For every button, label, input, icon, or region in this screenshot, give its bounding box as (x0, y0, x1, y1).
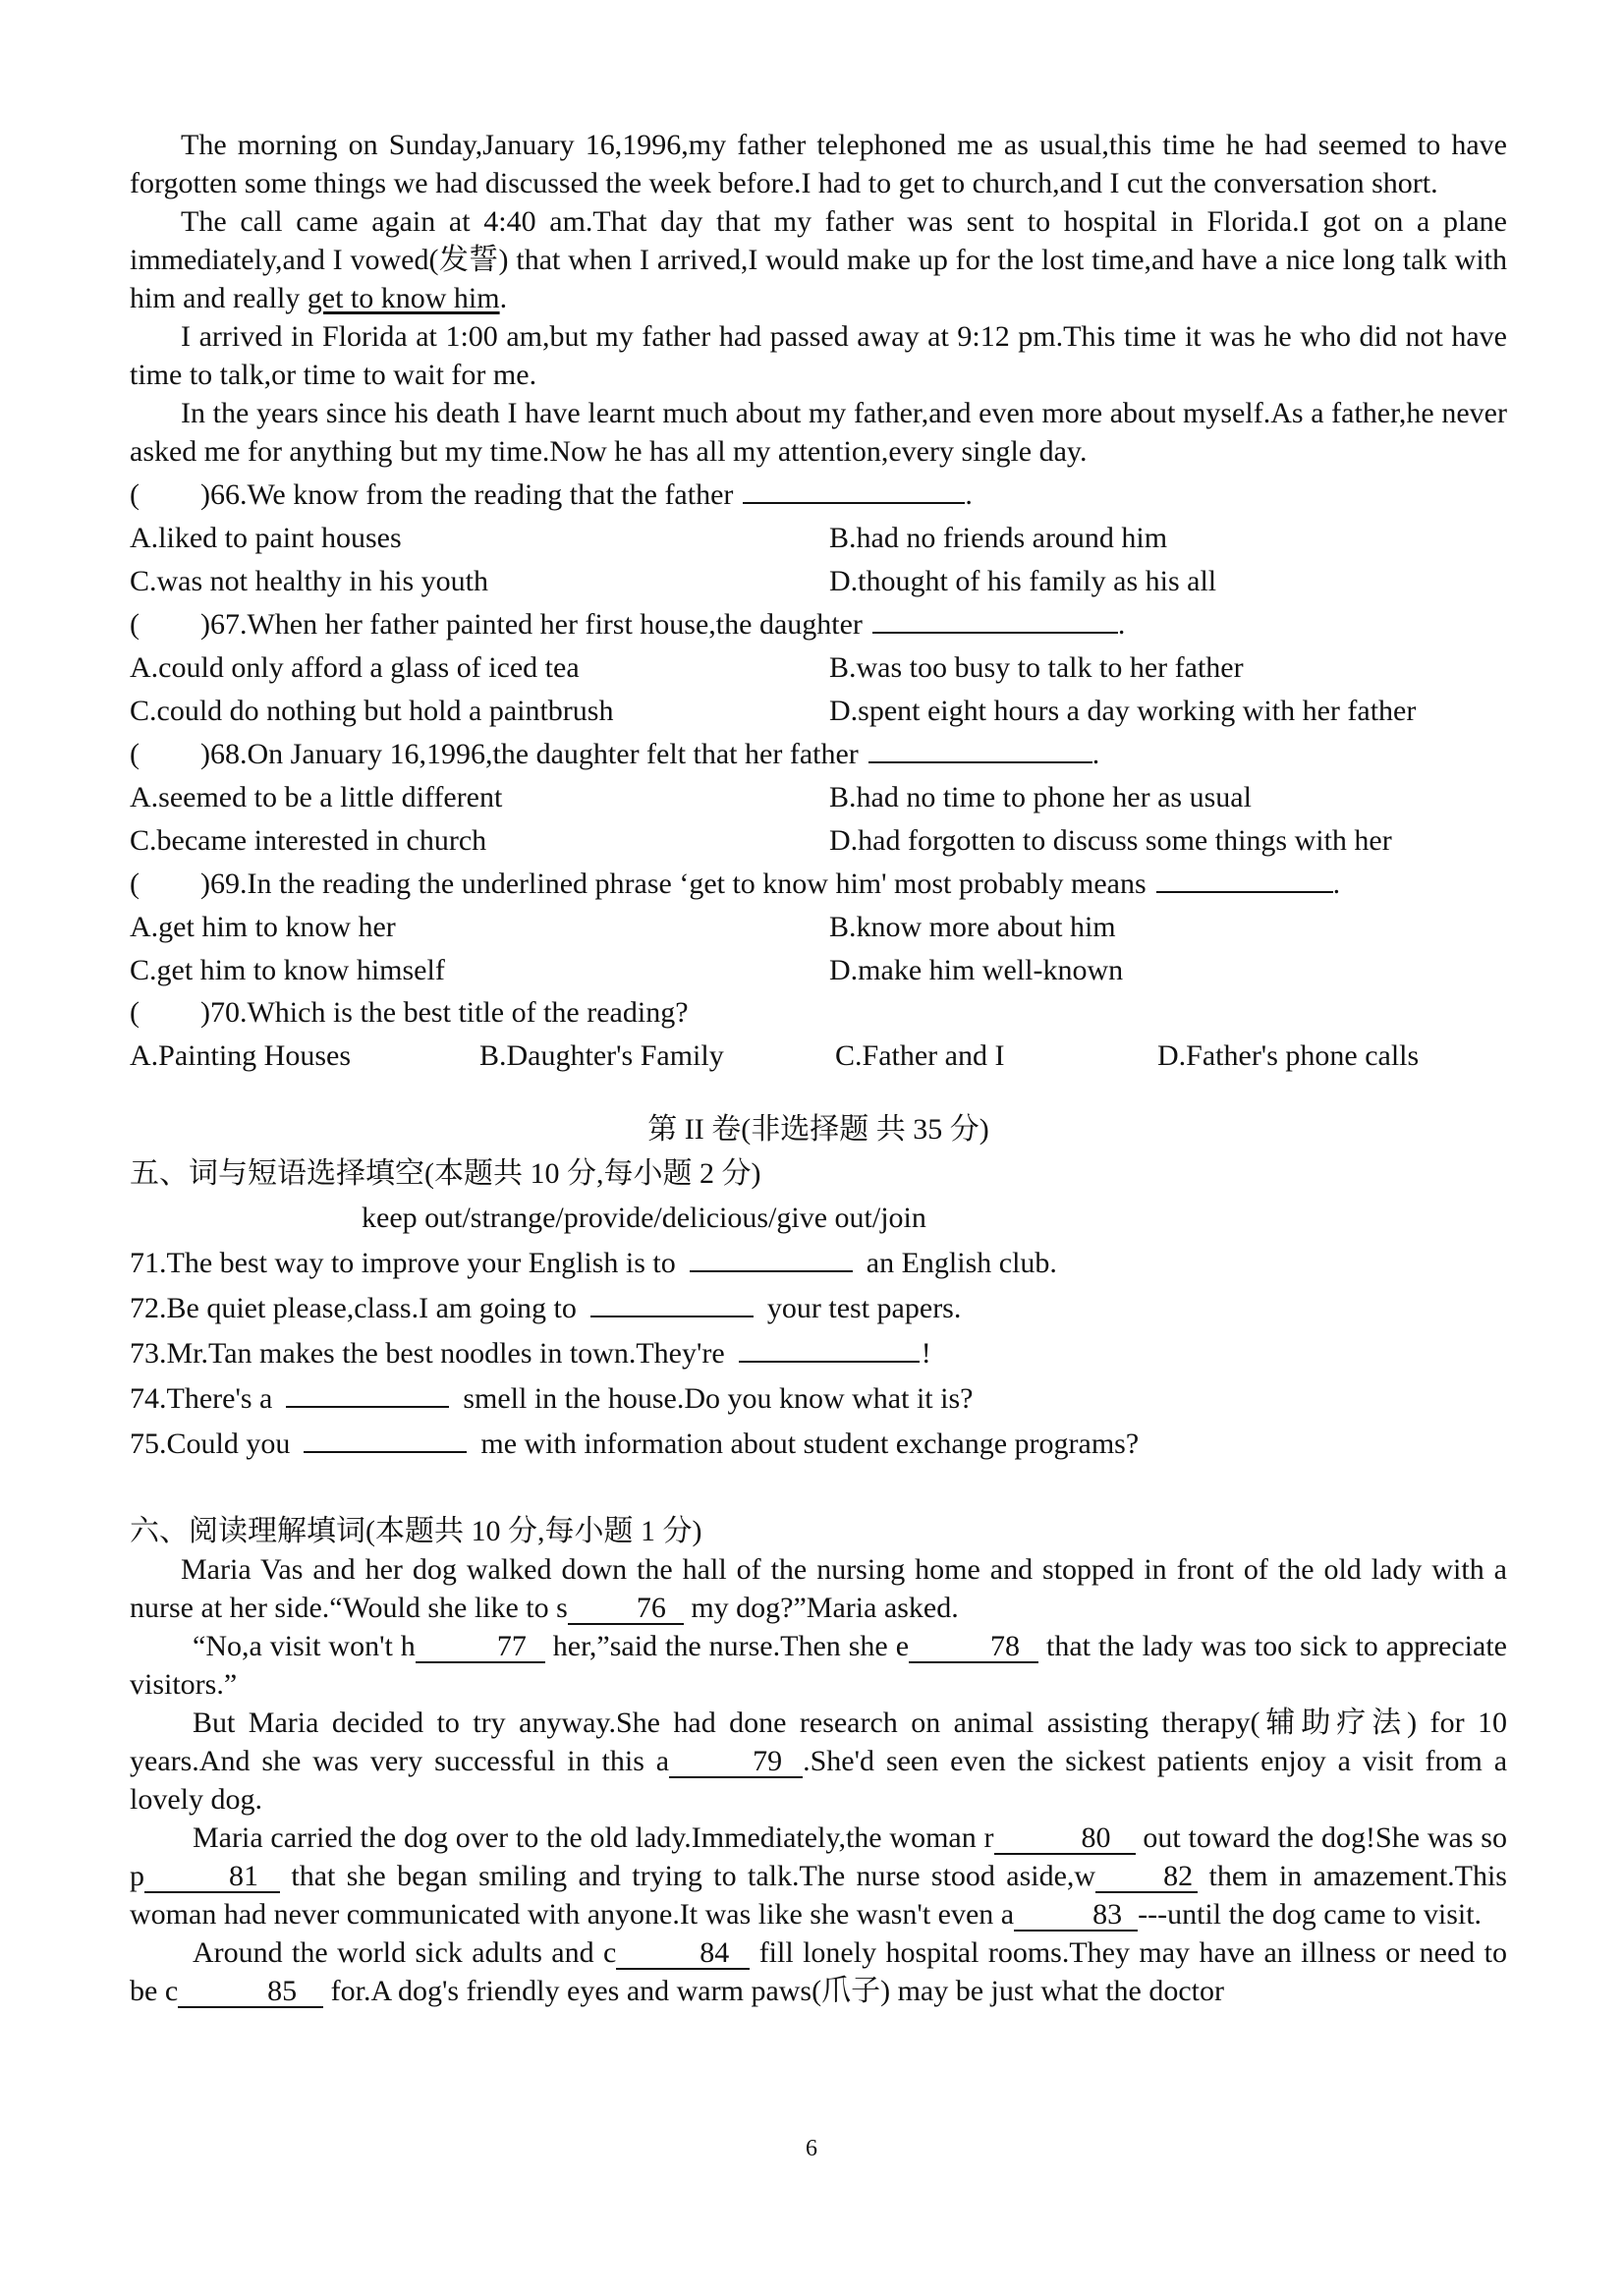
question-end: . (965, 478, 973, 511)
cloze-paragraph-3 (130, 1704, 1507, 1819)
cloze-blank-84[interactable]: 84 (616, 1938, 750, 1970)
fill-text: your test papers. (766, 1292, 962, 1324)
passage-paragraph-3: I arrived in Florida at 1:00 am,but my father had passed away at 9:12 pm.This time it was he who did not have time to talk,or time to wait for me. (130, 320, 1507, 391)
cloze-blank-83[interactable]: 83 (1014, 1900, 1138, 1932)
question-68 (130, 734, 1507, 773)
question-end: . (1332, 868, 1341, 900)
cloze-blank-78[interactable]: 78 (909, 1632, 1038, 1663)
answer-paren[interactable]: ( (130, 738, 140, 770)
cloze-text: her,”said the nurse.Then she e (544, 1630, 910, 1662)
fill-text: smell in the house.Do you know what it is? (463, 1382, 974, 1415)
fill-blank[interactable] (590, 1288, 754, 1317)
fill-text: 75.Could you (130, 1428, 291, 1460)
cloze-text: Maria Vas and her dog walked down the hall of the nursing home and stopped in front of the old lady with a nurse at her side.“Would she like to s (130, 1553, 1507, 1624)
section-5-heading: 五、词与短语选择填空(本题共 10 分,每小题 2 分) (130, 1157, 761, 1190)
cloze-text: them in amazement.This woman had never communicated with anyone.It was like she wasn't even a (130, 1860, 1507, 1931)
option-c[interactable]: C.could do nothing but hold a paintbrush (130, 695, 614, 727)
option-b[interactable]: B.had no time to phone her as usual (829, 781, 1252, 813)
cloze-paragraph-5 (130, 1933, 1507, 2010)
question-stem: )69.In the reading the underlined phrase ‘get to know him' most probably means (200, 868, 1147, 900)
option-d[interactable]: D.Father's phone calls (1157, 1039, 1420, 1072)
question-end: . (1117, 608, 1126, 641)
fill-text: 74.There's a (130, 1382, 273, 1415)
option-a[interactable]: A.seemed to be a little different (130, 781, 503, 813)
answer-paren[interactable]: ( (130, 478, 140, 511)
fill-text: ! (921, 1337, 931, 1370)
fill-blank[interactable] (739, 1333, 920, 1363)
question-69 (130, 864, 1507, 903)
option-d[interactable]: D.make him well-known (829, 954, 1124, 986)
cloze-paragraph-1 (130, 1550, 1507, 1627)
fill-blank[interactable] (286, 1378, 449, 1408)
fill-item-75 (130, 1424, 1507, 1463)
cloze-paragraph-2 (130, 1627, 1507, 1704)
option-b[interactable]: B.Daughter's Family (479, 1039, 724, 1072)
answer-paren[interactable]: ( (130, 868, 140, 900)
answer-blank[interactable] (743, 475, 965, 504)
cloze-blank-79[interactable]: 79 (669, 1747, 803, 1778)
cloze-text: that she began smiling and trying to talk.The nurse stood aside,w (280, 1860, 1096, 1892)
cloze-blank-80[interactable]: 80 (994, 1823, 1136, 1855)
cloze-text: for.A dog's friendly eyes and warm paws(爪子) may be just what the doctor (323, 1975, 1225, 2007)
passage-paragraph-1: The morning on Sunday,January 16,1996,my father telephoned me as usual,this time he had seemed to have forgotten some things we had discussed the week before.I had to get to church,and I cut the conversation short. (130, 129, 1507, 199)
cloze-text: “No,a visit won't h (193, 1630, 416, 1662)
fill-text: 73.Mr.Tan makes the best noodles in town.They're (130, 1337, 725, 1370)
question-stem: )67.When her father painted her first house,the daughter (200, 608, 863, 641)
word-bank: keep out/strange/provide/delicious/give out/join (362, 1202, 926, 1234)
option-d[interactable]: D.spent eight hours a day working with her father (829, 695, 1417, 727)
cloze-paragraph-4 (130, 1819, 1507, 1933)
fill-text: 71.The best way to improve your English is to (130, 1247, 676, 1279)
option-d[interactable]: D.had forgotten to discuss some things with her (829, 824, 1392, 857)
cloze-text: out toward the dog!She was so p (130, 1821, 1507, 1892)
answer-blank[interactable] (868, 734, 1092, 763)
question-end: . (1091, 738, 1100, 770)
page-number: 6 (806, 2136, 817, 2161)
option-d[interactable]: D.thought of his family as his all (829, 565, 1217, 597)
options-69 (130, 908, 1507, 989)
option-a[interactable]: A.liked to paint houses (130, 522, 402, 554)
option-b[interactable]: B.was too busy to talk to her father (829, 651, 1244, 684)
option-c[interactable]: C.became interested in church (130, 824, 487, 857)
option-a[interactable]: A.Painting Houses (130, 1039, 351, 1072)
underlined-phrase: get to know him (307, 282, 500, 314)
part-2-title: 第 II 卷(非选择题 共 35 分) (647, 1113, 989, 1146)
answer-paren[interactable]: ( (130, 996, 140, 1029)
answer-blank[interactable] (872, 604, 1118, 634)
options-66 (130, 519, 1507, 600)
cloze-text: my dog?”Maria asked. (683, 1592, 959, 1624)
option-a[interactable]: A.could only afford a glass of iced tea (130, 651, 580, 684)
option-a[interactable]: A.get him to know her (130, 911, 396, 943)
cloze-text: fill lonely hospital rooms.They may have an illness or need to be c (130, 1936, 1507, 2007)
question-stem: )70.Which is the best title of the reading? (200, 996, 689, 1029)
fill-text: me with information about student exchange programs? (480, 1428, 1140, 1460)
fill-text: an English club. (866, 1247, 1057, 1279)
passage-paragraph-2 (130, 202, 1507, 317)
option-b[interactable]: B.had no friends around him (829, 522, 1168, 554)
question-67 (130, 604, 1507, 644)
fill-text: 72.Be quiet please,class.I am going to (130, 1292, 577, 1324)
option-c[interactable]: C.Father and I (835, 1039, 1005, 1072)
fill-blank[interactable] (690, 1243, 853, 1272)
cloze-text: .She'd seen even the sickest patients enjoy a visit from a lovely dog. (130, 1745, 1508, 1816)
question-stem: )66.We know from the reading that the father (200, 478, 734, 511)
option-c[interactable]: C.was not healthy in his youth (130, 565, 488, 597)
question-66 (130, 475, 1507, 514)
cloze-blank-81[interactable]: 81 (144, 1862, 280, 1893)
cloze-blank-85[interactable]: 85 (178, 1977, 323, 2008)
fill-item-71 (130, 1243, 1507, 1282)
cloze-text: ---until the dog came to visit. (1138, 1898, 1483, 1931)
option-c[interactable]: C.get him to know himself (130, 954, 445, 986)
cloze-text: Around the world sick adults and c (193, 1936, 617, 1969)
cloze-text: But Maria decided to try anyway.She had done research on animal assisting therapy(辅助疗法) for 10 years.And she was very successful in this a (130, 1707, 1507, 1777)
p2-end: . (499, 282, 508, 314)
question-stem: )68.On January 16,1996,the daughter felt that her father (200, 738, 859, 770)
p2-text: The call came again at 4:40 am.That day that my father was sent to hospital in Florida.I got on a plane immediately,and I vowed(发誓) that when I arrived,I would make up for the lost time,and have a nice long talk with him and really (130, 205, 1507, 314)
passage-paragraph-4: In the years since his death I have learnt much about my father,and even more about myself.As a father,he never asked me for anything but my time.Now he has all my attention,every single day. (130, 397, 1507, 468)
fill-item-74 (130, 1378, 1507, 1418)
cloze-text: Maria carried the dog over to the old lady.Immediately,the woman r (193, 1821, 994, 1854)
question-70 (130, 993, 1507, 1032)
fill-blank[interactable] (304, 1424, 467, 1453)
option-b[interactable]: B.know more about him (829, 911, 1116, 943)
cloze-text: that the lady was too sick to appreciate visitors.” (130, 1630, 1507, 1701)
fill-item-73 (130, 1333, 1507, 1372)
fill-item-72 (130, 1288, 1507, 1327)
options-68 (130, 778, 1507, 860)
cloze-blank-77[interactable]: 77 (416, 1632, 545, 1663)
cloze-blank-82[interactable]: 82 (1095, 1862, 1198, 1893)
section-6-heading: 六、阅读理解填词(本题共 10 分,每小题 1 分) (130, 1515, 702, 1547)
answer-blank[interactable] (1156, 864, 1333, 893)
options-70 (130, 1036, 1507, 1075)
answer-paren[interactable]: ( (130, 608, 140, 641)
options-67 (130, 648, 1507, 730)
cloze-blank-76[interactable]: 76 (568, 1594, 684, 1625)
